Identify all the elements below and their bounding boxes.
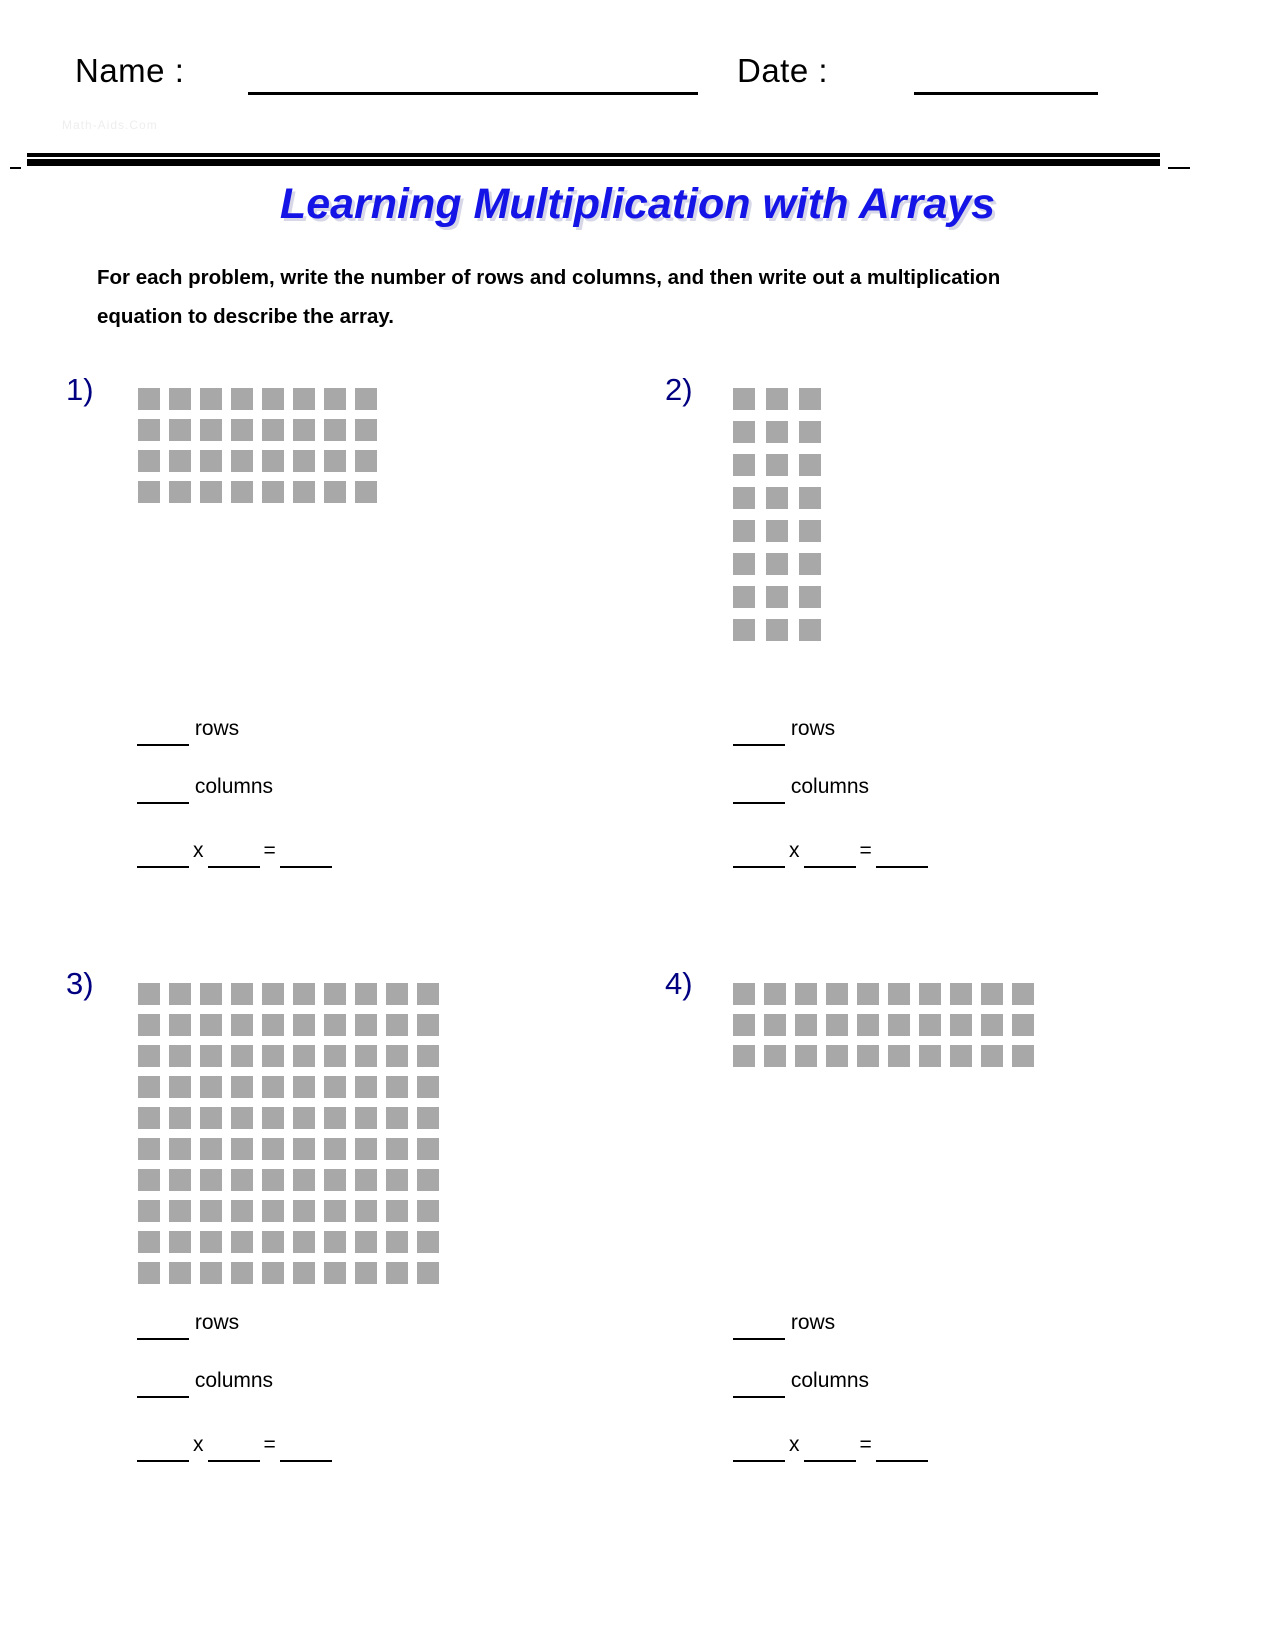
array-cell	[386, 1014, 408, 1036]
array-cell	[888, 1045, 910, 1067]
product-blank-2[interactable]	[876, 840, 928, 868]
array-cell	[417, 1200, 439, 1222]
array-cell	[138, 1262, 160, 1284]
array-cell	[733, 421, 755, 443]
columns-blank-2[interactable]	[733, 776, 785, 804]
array-cell	[200, 388, 222, 410]
array-cell	[919, 1045, 941, 1067]
columns-label-1: columns	[194, 775, 274, 798]
array-cell	[386, 1138, 408, 1160]
header-divider	[0, 150, 1275, 176]
array-cell	[324, 1107, 346, 1129]
rows-blank-1[interactable]	[137, 718, 189, 746]
array-cell	[355, 1076, 377, 1098]
array-cell	[200, 450, 222, 472]
array-cell	[324, 450, 346, 472]
array-cell	[293, 1014, 315, 1036]
rows-blank-2[interactable]	[733, 718, 785, 746]
array-cell	[262, 388, 284, 410]
array-cell	[169, 1231, 191, 1253]
array-cell	[733, 487, 755, 509]
array-cell	[766, 553, 788, 575]
equation-answer-line-3	[137, 1432, 332, 1462]
multiply-symbol-3: x	[193, 1433, 204, 1456]
array-cell	[293, 1200, 315, 1222]
array-cell	[138, 1014, 160, 1036]
array-cell	[293, 1138, 315, 1160]
date-label: Date :	[737, 52, 829, 89]
array-cell	[355, 419, 377, 441]
array-cell	[355, 1200, 377, 1222]
array-cell	[324, 983, 346, 1005]
array-cell	[919, 1014, 941, 1036]
array-cell	[262, 1169, 284, 1191]
array-cell	[169, 450, 191, 472]
array-cell	[417, 1076, 439, 1098]
factor-a-blank-4[interactable]	[733, 1434, 785, 1462]
array-cell	[262, 419, 284, 441]
array-cell	[919, 983, 941, 1005]
array-cell	[417, 1262, 439, 1284]
factor-b-blank-4[interactable]	[804, 1434, 856, 1462]
array-cell	[200, 1262, 222, 1284]
columns-answer-line-4	[733, 1368, 869, 1398]
array-cell	[324, 1045, 346, 1067]
array-cell	[324, 1014, 346, 1036]
product-blank-1[interactable]	[280, 840, 332, 868]
problem-number-3: 3)	[66, 966, 94, 1001]
array-cell	[293, 1107, 315, 1129]
array-cell	[417, 1231, 439, 1253]
array-cell	[981, 1045, 1003, 1067]
array-cell	[200, 419, 222, 441]
array-cell	[950, 1045, 972, 1067]
array-cell	[799, 487, 821, 509]
array-cell	[231, 1169, 253, 1191]
factor-a-blank-1[interactable]	[137, 840, 189, 868]
array-cell	[981, 983, 1003, 1005]
array-cell	[200, 1231, 222, 1253]
array-cell	[293, 1231, 315, 1253]
array-cell	[231, 450, 253, 472]
divider-bar	[27, 153, 1160, 166]
array-cell	[262, 481, 284, 503]
array-cell	[981, 1014, 1003, 1036]
rows-label-2: rows	[790, 717, 836, 740]
problem-number-4: 4)	[665, 966, 693, 1001]
array-cell	[386, 1169, 408, 1191]
columns-answer-line-3	[137, 1368, 273, 1398]
array-cell	[766, 421, 788, 443]
array-cell	[200, 1169, 222, 1191]
instructions-text: For each problem, write the number of rows and columns, and then write out a multiplication equation to describe the array.	[97, 266, 1001, 328]
columns-answer-line-2	[733, 774, 869, 804]
factor-b-blank-2[interactable]	[804, 840, 856, 868]
array-cell	[324, 1262, 346, 1284]
array-cell	[733, 520, 755, 542]
array-cell	[950, 983, 972, 1005]
array-cell	[324, 1076, 346, 1098]
array-cell	[169, 1138, 191, 1160]
array-cell	[200, 983, 222, 1005]
product-blank-4[interactable]	[876, 1434, 928, 1462]
array-cell	[355, 1045, 377, 1067]
worksheet-header	[0, 0, 1275, 150]
array-cell	[169, 1107, 191, 1129]
equals-symbol-1: =	[263, 839, 276, 862]
array-cell	[200, 1138, 222, 1160]
array-cell	[733, 1014, 755, 1036]
array-cell	[231, 1045, 253, 1067]
array-cell	[799, 586, 821, 608]
array-cell	[733, 553, 755, 575]
array-cell	[324, 481, 346, 503]
array-cell	[138, 1231, 160, 1253]
array-cell	[355, 450, 377, 472]
array-cell	[764, 1045, 786, 1067]
array-cell	[169, 1262, 191, 1284]
watermark-text: Math-Aids.Com	[62, 118, 158, 132]
array-cell	[733, 1045, 755, 1067]
array-cell	[169, 1014, 191, 1036]
array-cell	[417, 983, 439, 1005]
array-cell	[138, 1045, 160, 1067]
array-cell	[262, 1076, 284, 1098]
array-cell	[231, 983, 253, 1005]
columns-blank-1[interactable]	[137, 776, 189, 804]
array-cell	[324, 1138, 346, 1160]
rows-answer-line-1	[137, 716, 239, 746]
rows-answer-line-3	[137, 1310, 239, 1340]
array-cell	[231, 1107, 253, 1129]
array-cell	[795, 1045, 817, 1067]
rows-blank-3[interactable]	[137, 1312, 189, 1340]
array-cell	[355, 1231, 377, 1253]
array-cell	[169, 1169, 191, 1191]
date-write-in-line[interactable]	[914, 92, 1098, 95]
array-cell	[138, 419, 160, 441]
array-cell	[231, 481, 253, 503]
product-blank-3[interactable]	[280, 1434, 332, 1462]
array-cell	[138, 450, 160, 472]
array-cell	[324, 388, 346, 410]
array-cell	[764, 1014, 786, 1036]
array-cell	[293, 983, 315, 1005]
array-cell	[355, 1014, 377, 1036]
array-cell	[857, 1045, 879, 1067]
array-cell	[169, 419, 191, 441]
array-grid-2	[733, 388, 821, 641]
array-cell	[231, 1231, 253, 1253]
name-label: Name :	[75, 52, 185, 89]
array-cell	[1012, 1045, 1034, 1067]
array-cell	[799, 553, 821, 575]
array-cell	[766, 586, 788, 608]
array-cell	[386, 1200, 408, 1222]
array-cell	[200, 1014, 222, 1036]
array-cell	[231, 1262, 253, 1284]
equation-answer-line-2	[733, 838, 928, 868]
array-cell	[324, 1169, 346, 1191]
array-cell	[293, 1045, 315, 1067]
array-cell	[138, 1076, 160, 1098]
array-cell	[138, 983, 160, 1005]
divider-tick-right	[1168, 167, 1190, 169]
array-cell	[200, 481, 222, 503]
array-cell	[795, 1014, 817, 1036]
array-cell	[417, 1107, 439, 1129]
divider-tick-left	[10, 167, 21, 169]
equals-symbol-2: =	[859, 839, 872, 862]
multiply-symbol-4: x	[789, 1433, 800, 1456]
multiply-symbol-1: x	[193, 839, 204, 862]
array-cell	[355, 1107, 377, 1129]
array-cell	[799, 421, 821, 443]
array-cell	[888, 1014, 910, 1036]
array-cell	[293, 1262, 315, 1284]
array-cell	[355, 388, 377, 410]
array-cell	[733, 983, 755, 1005]
array-cell	[795, 983, 817, 1005]
array-cell	[950, 1014, 972, 1036]
array-cell	[417, 1169, 439, 1191]
array-cell	[138, 1107, 160, 1129]
array-cell	[231, 1014, 253, 1036]
array-cell	[138, 481, 160, 503]
array-cell	[138, 1138, 160, 1160]
array-cell	[293, 1076, 315, 1098]
array-cell	[799, 388, 821, 410]
columns-label-3: columns	[194, 1369, 274, 1392]
array-cell	[262, 1138, 284, 1160]
array-cell	[262, 1262, 284, 1284]
array-cell	[169, 1076, 191, 1098]
array-grid-1	[138, 388, 377, 503]
array-cell	[169, 481, 191, 503]
array-cell	[386, 1107, 408, 1129]
array-cell	[386, 983, 408, 1005]
array-cell	[888, 983, 910, 1005]
array-cell	[200, 1107, 222, 1129]
array-cell	[293, 1169, 315, 1191]
array-cell	[293, 388, 315, 410]
array-cell	[262, 1200, 284, 1222]
equals-symbol-4: =	[859, 1433, 872, 1456]
array-cell	[231, 388, 253, 410]
columns-blank-3[interactable]	[137, 1370, 189, 1398]
array-cell	[826, 1045, 848, 1067]
multiply-symbol-2: x	[789, 839, 800, 862]
array-cell	[262, 1014, 284, 1036]
columns-blank-4[interactable]	[733, 1370, 785, 1398]
array-cell	[355, 983, 377, 1005]
array-cell	[826, 1014, 848, 1036]
array-cell	[386, 1231, 408, 1253]
rows-blank-4[interactable]	[733, 1312, 785, 1340]
array-cell	[169, 1200, 191, 1222]
array-cell	[169, 983, 191, 1005]
array-cell	[733, 388, 755, 410]
columns-answer-line-1	[137, 774, 273, 804]
array-cell	[262, 450, 284, 472]
array-cell	[733, 454, 755, 476]
rows-answer-line-2	[733, 716, 835, 746]
array-cell	[262, 1045, 284, 1067]
array-cell	[262, 1231, 284, 1253]
equals-symbol-3: =	[263, 1433, 276, 1456]
array-cell	[386, 1045, 408, 1067]
array-cell	[799, 520, 821, 542]
array-cell	[262, 983, 284, 1005]
columns-label-4: columns	[790, 1369, 870, 1392]
equation-answer-line-4	[733, 1432, 928, 1462]
array-cell	[766, 520, 788, 542]
array-cell	[417, 1045, 439, 1067]
factor-a-blank-2[interactable]	[733, 840, 785, 868]
array-cell	[826, 983, 848, 1005]
array-cell	[293, 419, 315, 441]
array-cell	[324, 1231, 346, 1253]
array-cell	[355, 481, 377, 503]
array-cell	[200, 1200, 222, 1222]
factor-a-blank-3[interactable]	[137, 1434, 189, 1462]
array-cell	[231, 419, 253, 441]
problem-number-1: 1)	[66, 372, 94, 407]
array-cell	[231, 1138, 253, 1160]
array-cell	[386, 1076, 408, 1098]
array-cell	[766, 487, 788, 509]
array-cell	[766, 454, 788, 476]
array-cell	[169, 1045, 191, 1067]
array-cell	[1012, 1014, 1034, 1036]
page-title: Learning Multiplication with Arrays	[279, 180, 996, 228]
rows-label-1: rows	[194, 717, 240, 740]
array-cell	[799, 454, 821, 476]
array-cell	[766, 619, 788, 641]
array-cell	[231, 1200, 253, 1222]
factor-b-blank-1[interactable]	[208, 840, 260, 868]
array-cell	[386, 1262, 408, 1284]
array-cell	[355, 1169, 377, 1191]
array-cell	[857, 1014, 879, 1036]
array-cell	[169, 388, 191, 410]
array-cell	[355, 1138, 377, 1160]
rows-label-4: rows	[790, 1311, 836, 1334]
array-cell	[764, 983, 786, 1005]
array-cell	[857, 983, 879, 1005]
array-cell	[262, 1107, 284, 1129]
equation-answer-line-1	[137, 838, 332, 868]
problem-number-2: 2)	[665, 372, 693, 407]
array-cell	[733, 586, 755, 608]
array-cell	[355, 1262, 377, 1284]
array-cell	[1012, 983, 1034, 1005]
array-grid-3	[138, 983, 439, 1284]
array-cell	[417, 1014, 439, 1036]
rows-label-3: rows	[194, 1311, 240, 1334]
name-write-in-line[interactable]	[248, 92, 698, 95]
array-cell	[733, 619, 755, 641]
array-cell	[138, 1200, 160, 1222]
rows-answer-line-4	[733, 1310, 835, 1340]
array-cell	[293, 481, 315, 503]
factor-b-blank-3[interactable]	[208, 1434, 260, 1462]
array-cell	[324, 419, 346, 441]
array-cell	[293, 450, 315, 472]
array-cell	[138, 1169, 160, 1191]
array-grid-4	[733, 983, 1034, 1067]
array-cell	[200, 1045, 222, 1067]
array-cell	[799, 619, 821, 641]
columns-label-2: columns	[790, 775, 870, 798]
array-cell	[417, 1138, 439, 1160]
array-cell	[138, 388, 160, 410]
array-cell	[766, 388, 788, 410]
array-cell	[324, 1200, 346, 1222]
array-cell	[200, 1076, 222, 1098]
array-cell	[231, 1076, 253, 1098]
